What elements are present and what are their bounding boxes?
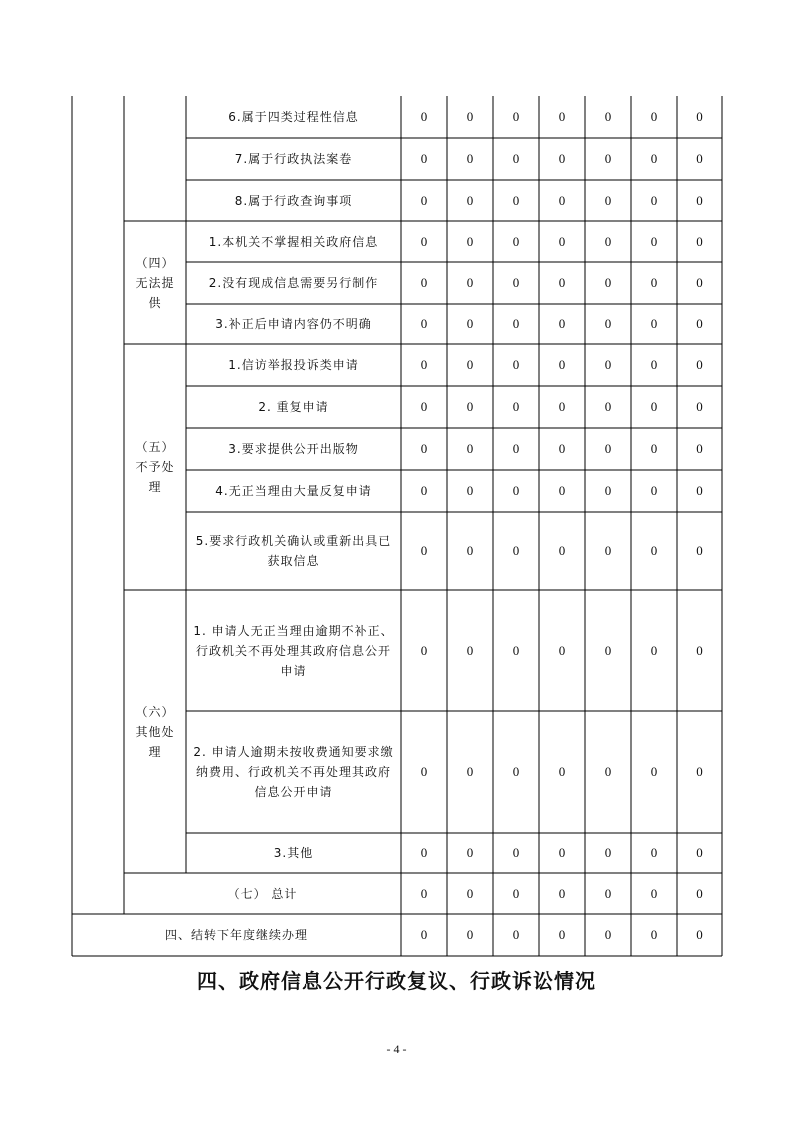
value-cell-text: 0 [650, 764, 658, 779]
value-cell-text: 0 [696, 316, 703, 331]
value-cell-text: 0 [420, 399, 428, 414]
value-cell-text: 0 [604, 151, 612, 166]
value-cell-text: 0 [696, 764, 703, 779]
value-cell [585, 512, 631, 590]
row-label [186, 428, 401, 470]
value-cell-text: 0 [604, 357, 612, 372]
value-cell-text: 0 [696, 192, 703, 208]
value-cell [539, 711, 585, 833]
value-cell [493, 590, 539, 711]
value-cell [539, 221, 585, 262]
value-cell-text: 0 [558, 642, 566, 658]
row-label-text: 1.本机关不掌握相关政府信息 [208, 234, 379, 249]
value-cell-text: 0 [650, 316, 658, 331]
value-cell [493, 428, 539, 470]
subgroup-label [124, 590, 186, 873]
value-cell-text: 0 [420, 357, 428, 372]
value-cell [677, 512, 722, 590]
subgroup-label [124, 221, 186, 344]
value-cell-text: 0 [512, 543, 520, 558]
value-cell-text: 0 [696, 275, 703, 290]
row-label-text: 2. 申请人逾期未按收费通知要求缴纳费用、行政机关不再处理其政府信息公开申请 [193, 745, 394, 799]
value-cell [677, 590, 722, 711]
value-cell [585, 470, 631, 512]
value-cell-text: 0 [558, 357, 566, 372]
value-cell-text: 0 [558, 845, 566, 860]
value-cell-text: 0 [696, 399, 703, 414]
value-cell [493, 138, 539, 180]
value-cell-text: 0 [604, 275, 612, 290]
value-cell-text: 0 [420, 441, 428, 456]
value-cell [631, 262, 677, 304]
value-cell-text: 0 [604, 483, 612, 498]
value-cell-text: 0 [512, 441, 520, 456]
value-cell [401, 428, 447, 470]
value-cell [539, 344, 585, 386]
value-cell [585, 833, 631, 873]
value-cell-text: 0 [512, 885, 520, 901]
value-cell-text: 0 [420, 192, 428, 208]
value-cell [677, 428, 722, 470]
value-cell-text: 0 [650, 927, 658, 942]
value-cell [539, 304, 585, 344]
row-label [186, 833, 401, 873]
value-cell-text: 0 [696, 483, 703, 498]
value-cell [677, 386, 722, 428]
value-cell [447, 914, 493, 956]
value-cell-text: 0 [466, 543, 474, 558]
value-cell [539, 180, 585, 221]
value-cell [677, 873, 722, 914]
value-cell-text: 0 [466, 233, 474, 249]
value-cell [447, 428, 493, 470]
value-cell [493, 914, 539, 956]
value-cell-text: 0 [466, 885, 474, 901]
value-cell [585, 180, 631, 221]
row-label-text: 2.没有现成信息需要另行制作 [208, 276, 379, 290]
value-cell-text: 0 [650, 399, 658, 414]
value-cell-text: 0 [696, 109, 703, 124]
value-cell-text: 0 [512, 275, 520, 290]
value-cell [401, 833, 447, 873]
value-cell [631, 344, 677, 386]
value-cell [631, 711, 677, 833]
row-label [186, 470, 401, 512]
value-cell-text: 0 [558, 109, 566, 124]
value-cell-text: 0 [420, 885, 428, 901]
value-cell-text: 0 [512, 109, 520, 124]
value-cell [677, 138, 722, 180]
row-label [186, 590, 401, 711]
value-cell-text: 0 [558, 316, 566, 331]
value-cell [493, 344, 539, 386]
value-cell [447, 96, 493, 138]
value-cell [631, 833, 677, 873]
value-cell-text: 0 [512, 233, 520, 249]
value-cell [447, 833, 493, 873]
value-cell [493, 96, 539, 138]
row-label-text: 4.无正当理由大量反复申请 [215, 484, 372, 498]
value-cell [493, 304, 539, 344]
value-cell-text: 0 [650, 845, 658, 860]
value-cell [493, 512, 539, 590]
value-cell [677, 304, 722, 344]
value-cell [401, 180, 447, 221]
value-cell-text: 0 [650, 441, 658, 456]
value-cell-text: 0 [650, 109, 658, 124]
value-cell-text: 0 [650, 483, 658, 498]
row-label-text: 6.属于四类过程性信息 [228, 110, 359, 124]
value-cell [447, 711, 493, 833]
value-cell-text: 0 [420, 927, 428, 942]
value-cell [539, 914, 585, 956]
value-cell-text: 0 [466, 441, 474, 456]
subgroup-label-text: （五） 不予处理 [135, 440, 175, 494]
value-cell-text: 0 [650, 151, 658, 166]
value-cell [631, 304, 677, 344]
value-cell-text: 0 [466, 399, 474, 414]
value-cell [677, 711, 722, 833]
value-cell [539, 96, 585, 138]
row-label-text: 2. 重复申请 [258, 400, 329, 414]
value-cell [539, 428, 585, 470]
value-cell-text: 0 [466, 357, 474, 372]
value-cell [539, 512, 585, 590]
value-cell-text: 0 [604, 764, 612, 779]
value-cell-text: 0 [466, 483, 474, 498]
value-cell-text: 0 [604, 233, 612, 249]
value-cell-text: 0 [604, 441, 612, 456]
value-cell [585, 590, 631, 711]
value-cell-text: 0 [696, 441, 703, 456]
value-cell [677, 221, 722, 262]
value-cell [401, 221, 447, 262]
value-cell [493, 470, 539, 512]
value-cell [539, 873, 585, 914]
value-cell [447, 512, 493, 590]
value-cell-text: 0 [558, 441, 566, 456]
value-cell [585, 873, 631, 914]
value-cell-text: 0 [420, 764, 428, 779]
value-cell [401, 386, 447, 428]
value-cell [631, 428, 677, 470]
row-label-text: 3.要求提供公开出版物 [228, 442, 359, 456]
value-cell-text: 0 [604, 885, 612, 901]
value-cell-text: 0 [696, 233, 703, 249]
value-cell-text: 0 [512, 483, 520, 498]
value-cell-text: 0 [466, 151, 474, 166]
value-cell [677, 262, 722, 304]
value-cell-text: 0 [420, 233, 428, 249]
value-cell-text: 0 [696, 151, 703, 166]
value-cell [447, 262, 493, 304]
value-cell [447, 180, 493, 221]
value-cell [401, 590, 447, 711]
value-cell-text: 0 [420, 151, 428, 166]
value-cell [401, 138, 447, 180]
value-cell-text: 0 [558, 233, 566, 249]
value-cell [447, 873, 493, 914]
value-cell [493, 711, 539, 833]
value-cell-text: 0 [696, 543, 703, 558]
value-cell-text: 0 [512, 642, 520, 658]
value-cell [447, 221, 493, 262]
value-cell [585, 262, 631, 304]
value-cell-text: 0 [466, 764, 474, 779]
value-cell [401, 914, 447, 956]
value-cell [539, 386, 585, 428]
value-cell [585, 711, 631, 833]
value-cell [539, 138, 585, 180]
value-cell-text: 0 [650, 642, 658, 658]
value-cell-text: 0 [466, 845, 474, 860]
value-cell [447, 344, 493, 386]
value-cell [631, 221, 677, 262]
value-cell [585, 138, 631, 180]
value-cell-text: 0 [420, 543, 428, 558]
row-label [186, 221, 401, 262]
value-cell [401, 304, 447, 344]
row-label-text: 3.其他 [273, 846, 314, 860]
value-cell [447, 304, 493, 344]
value-cell [631, 873, 677, 914]
value-cell [585, 221, 631, 262]
value-cell-text: 0 [466, 927, 474, 942]
value-cell-text: 0 [420, 483, 428, 498]
row-label-text: 1. 申请人无正当理由逾期不补正、行政机关不再处理其政府信息公开申请 [193, 623, 394, 678]
value-cell-text: 0 [466, 275, 474, 290]
total-label-text: （七） 总计 [227, 886, 298, 901]
value-cell [631, 590, 677, 711]
value-cell [401, 512, 447, 590]
row-label-text: 8.属于行政查询事项 [234, 193, 353, 208]
value-cell-text: 0 [696, 927, 703, 942]
value-cell [447, 138, 493, 180]
value-cell [493, 873, 539, 914]
value-cell [447, 590, 493, 711]
value-cell [585, 96, 631, 138]
value-cell [401, 262, 447, 304]
value-cell [677, 96, 722, 138]
row-label [186, 386, 401, 428]
value-cell [493, 262, 539, 304]
value-cell-text: 0 [604, 927, 612, 942]
value-cell-text: 0 [696, 642, 703, 658]
value-cell [539, 262, 585, 304]
value-cell [677, 914, 722, 956]
value-cell [677, 180, 722, 221]
value-cell [677, 344, 722, 386]
row-label [186, 344, 401, 386]
value-cell-text: 0 [558, 885, 566, 901]
value-cell-text: 0 [558, 543, 566, 558]
value-cell-text: 0 [650, 543, 658, 558]
value-cell-text: 0 [604, 642, 612, 658]
value-cell-text: 0 [420, 642, 428, 658]
value-cell [539, 470, 585, 512]
value-cell [493, 386, 539, 428]
value-cell [401, 711, 447, 833]
row-label [186, 138, 401, 180]
value-cell-text: 0 [558, 927, 566, 942]
value-cell [447, 386, 493, 428]
row-label-text: 5.要求行政机关确认或重新出具已获取信息 [195, 534, 392, 568]
value-cell-text: 0 [650, 233, 658, 249]
value-cell-text: 0 [420, 109, 428, 124]
row-label [186, 262, 401, 304]
value-cell [401, 344, 447, 386]
row-label [186, 180, 401, 221]
value-cell [401, 96, 447, 138]
value-cell [539, 833, 585, 873]
value-cell-text: 0 [512, 357, 520, 372]
row-label-text: 3.补正后申请内容仍不明确 [215, 317, 372, 331]
value-cell-text: 0 [512, 151, 520, 166]
value-cell-text: 0 [604, 192, 612, 208]
value-cell-text: 0 [512, 845, 520, 860]
value-cell [585, 914, 631, 956]
value-cell-text: 0 [512, 764, 520, 779]
carry-label-text: 四、结转下年度继续办理 [164, 928, 308, 942]
value-cell-text: 0 [558, 483, 566, 498]
value-cell-text: 0 [466, 109, 474, 124]
total-label [124, 873, 401, 914]
value-cell-text: 0 [558, 275, 566, 290]
value-cell [493, 221, 539, 262]
row-label-text: 1.信访举报投诉类申请 [228, 358, 359, 372]
value-cell [631, 914, 677, 956]
value-cell [447, 470, 493, 512]
row-label [186, 711, 401, 833]
value-cell-text: 0 [558, 764, 566, 779]
subgroup-label-text: （六） 其他处理 [135, 704, 175, 759]
value-cell [493, 833, 539, 873]
value-cell-text: 0 [604, 316, 612, 331]
value-cell [631, 96, 677, 138]
value-cell-text: 0 [466, 642, 474, 658]
value-cell-text: 0 [512, 192, 520, 208]
value-cell-text: 0 [512, 399, 520, 414]
carry-label [72, 914, 401, 956]
value-cell-text: 0 [604, 109, 612, 124]
value-cell-text: 0 [650, 357, 658, 372]
value-cell-text: 0 [696, 885, 703, 901]
value-cell-text: 0 [604, 845, 612, 860]
value-cell [631, 470, 677, 512]
value-cell [677, 470, 722, 512]
value-cell-text: 0 [650, 275, 658, 290]
value-cell [585, 386, 631, 428]
value-cell-text: 0 [696, 845, 703, 860]
value-cell [631, 138, 677, 180]
subgroup-label-text: （四）无法提供 [135, 255, 175, 310]
value-cell-text: 0 [466, 192, 474, 208]
value-cell-text: 0 [512, 927, 520, 942]
value-cell [631, 512, 677, 590]
row-label [186, 304, 401, 344]
value-cell-text: 0 [650, 192, 658, 208]
page-number: - 4 - [386, 1042, 407, 1056]
row-label-text: 7.属于行政执法案卷 [234, 152, 353, 166]
value-cell [539, 590, 585, 711]
row-label [186, 96, 401, 138]
value-cell [631, 386, 677, 428]
value-cell-text: 0 [696, 357, 703, 372]
value-cell-text: 0 [558, 151, 566, 166]
value-cell-text: 0 [604, 399, 612, 414]
value-cell [677, 833, 722, 873]
value-cell-text: 0 [420, 275, 428, 290]
value-cell-text: 0 [420, 845, 428, 860]
value-cell-text: 0 [650, 885, 658, 901]
subgroup-label [124, 344, 186, 590]
value-cell [401, 873, 447, 914]
value-cell-text: 0 [558, 192, 566, 208]
value-cell-text: 0 [420, 316, 428, 331]
value-cell-text: 0 [558, 399, 566, 414]
value-cell [631, 180, 677, 221]
value-cell [585, 304, 631, 344]
section-heading: 四、政府信息公开行政复议、行政诉讼情况 [197, 969, 596, 993]
value-cell [401, 470, 447, 512]
value-cell [493, 180, 539, 221]
row-label [186, 512, 401, 590]
value-cell-text: 0 [466, 316, 474, 331]
value-cell [585, 428, 631, 470]
value-cell-text: 0 [604, 543, 612, 558]
value-cell-text: 0 [512, 316, 520, 331]
value-cell [585, 344, 631, 386]
